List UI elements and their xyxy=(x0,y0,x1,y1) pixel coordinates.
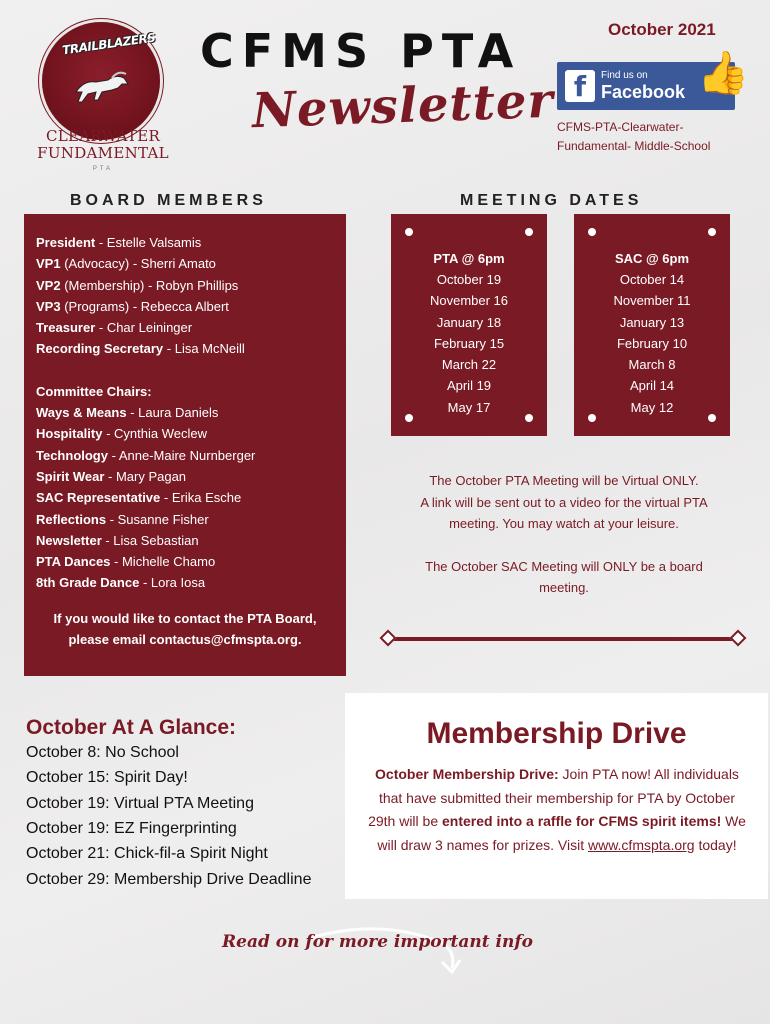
glance-item: October 15: Spirit Day! xyxy=(26,769,188,787)
committee-role: Newsletter xyxy=(36,532,102,548)
sac-date: February 10 xyxy=(616,335,688,351)
pta-date-list xyxy=(391,269,547,418)
sac-date: May 12 xyxy=(630,399,674,415)
committee-role: Spirit Wear xyxy=(36,468,105,484)
officer-role: VP1 xyxy=(36,256,61,272)
committee-name: - Susanne Fisher xyxy=(106,511,209,527)
meeting-note-line: The October PTA Meeting will be Virtual ONLY. xyxy=(429,473,699,488)
officer-row xyxy=(36,253,334,274)
committee-name: - Lisa Sebastian xyxy=(101,532,199,548)
meeting-note-line: A link will be sent out to a video for the virtual PTA xyxy=(420,494,708,510)
pta-meeting-heading: PTA @ 6pm xyxy=(433,251,505,266)
glance-item: October 21: Chick-fil-a Spirit Night xyxy=(26,845,268,863)
officer-name: - Lisa McNeill xyxy=(163,341,245,357)
officer-role: VP3 xyxy=(36,298,61,314)
membership-text2: We will draw 3 names for prizes. Visit xyxy=(377,813,746,853)
school-name-line1: CLEARWATER xyxy=(45,127,161,145)
officer-name: - Robyn Phillips xyxy=(144,277,239,293)
committee-role: Reflections xyxy=(36,511,107,527)
school-name-line2: FUNDAMENTAL xyxy=(37,144,169,162)
committee-role: Ways & Means xyxy=(36,405,127,421)
membership-text3: today! xyxy=(694,836,737,853)
officer-row xyxy=(36,317,334,338)
sac-meeting-card xyxy=(574,214,730,436)
contact-note xyxy=(36,608,334,650)
committee-role: Hospitality xyxy=(36,426,103,442)
officer-role: President xyxy=(36,235,96,250)
glance-item: October 19: Virtual PTA Meeting xyxy=(26,794,254,812)
card-dot xyxy=(525,228,533,236)
glance-item: October 19: EZ Fingerprinting xyxy=(26,819,237,837)
membership-link[interactable]: www.cfmspta.org xyxy=(587,836,695,853)
committee-name: - Lora Iosa xyxy=(139,575,206,591)
officer-row xyxy=(36,275,334,296)
pta-date: November 16 xyxy=(429,293,509,309)
officer-role-detail: (Advocacy) xyxy=(60,256,130,272)
read-on-text: Read on for more important info xyxy=(222,932,534,952)
membership-panel xyxy=(345,693,768,899)
officer-row xyxy=(36,338,334,359)
officer-name: - Estelle Valsamis xyxy=(95,235,202,250)
committee-name: - Erika Esche xyxy=(160,490,242,506)
officer-role-detail: (Membership) xyxy=(60,277,145,293)
committee-row xyxy=(36,402,334,423)
committee-row xyxy=(36,509,334,530)
divider-diamond xyxy=(380,630,397,647)
sac-meeting-heading: SAC @ 6pm xyxy=(614,251,690,266)
committee-role: 8th Grade Dance xyxy=(36,575,140,591)
pta-date: April 19 xyxy=(446,378,492,394)
pta-date: February 15 xyxy=(433,335,505,351)
section-divider xyxy=(388,637,738,641)
card-dot xyxy=(405,414,413,422)
committee-name: - Anne-Maire Nurnberger xyxy=(107,447,256,463)
pta-date: October 19 xyxy=(436,272,502,287)
facebook-url-line2: Fundamental- Middle-School xyxy=(557,139,711,153)
officer-role: Recording Secretary xyxy=(36,341,164,357)
facebook-url-line1: CFMS-PTA-Clearwater- xyxy=(557,120,684,134)
meeting-notes xyxy=(388,470,740,599)
board-heading: BOARD MEMBERS xyxy=(70,192,267,209)
board-panel xyxy=(24,214,346,676)
sac-date: April 14 xyxy=(629,378,675,394)
mustang-icon xyxy=(72,70,132,106)
card-dot xyxy=(525,414,533,422)
pta-date: May 17 xyxy=(447,399,491,415)
officer-name: - Sherri Amato xyxy=(129,256,216,272)
facebook-find-text: Find us on xyxy=(601,70,648,81)
facebook-url[interactable] xyxy=(557,118,747,156)
contact-line2[interactable]: please email contactus@cfmspta.org. xyxy=(68,631,302,647)
officer-role: Treasurer xyxy=(36,320,96,336)
committee-row xyxy=(36,572,334,593)
committee-row xyxy=(36,487,334,508)
membership-body xyxy=(367,763,747,857)
sac-date: March 8 xyxy=(628,357,676,373)
page-title: CFMS PTA xyxy=(200,24,522,78)
committee-row xyxy=(36,530,334,551)
divider-diamond xyxy=(730,630,747,647)
card-dot xyxy=(588,228,596,236)
glance-item: October 29: Membership Drive Deadline xyxy=(26,870,312,888)
committee-role: Technology xyxy=(36,447,108,463)
sac-date: November 11 xyxy=(613,293,691,309)
officer-name: - Rebecca Albert xyxy=(129,298,229,314)
committee-role: SAC Representative xyxy=(36,490,161,506)
card-dot xyxy=(405,228,413,236)
committee-row xyxy=(36,423,334,444)
membership-emphasis: entered into a raffle for CFMS spirit items! xyxy=(442,813,722,829)
contact-line1: If you would like to contact the PTA Board, xyxy=(53,610,317,626)
committee-name: - Cynthia Weclew xyxy=(102,426,207,442)
pta-date: January 18 xyxy=(436,314,502,330)
card-dot xyxy=(708,414,716,422)
page-subtitle: Newsletter xyxy=(251,72,555,140)
officer-list xyxy=(36,232,334,360)
committee-name: - Michelle Chamo xyxy=(110,554,216,570)
sac-date-list xyxy=(574,269,730,418)
school-logo xyxy=(42,22,160,140)
facebook-icon: f xyxy=(565,70,595,102)
officer-role-detail: (Programs) xyxy=(60,298,130,314)
officer-name: - Char Leininger xyxy=(95,320,193,336)
card-dot xyxy=(708,228,716,236)
issue-date: October 2021 xyxy=(608,20,716,39)
meeting-note-line: meeting. xyxy=(539,580,589,595)
facebook-brand-text: Facebook xyxy=(601,82,686,102)
membership-title: Membership Drive xyxy=(426,717,687,750)
committee-heading: Committee Chairs: xyxy=(36,383,152,399)
committee-row xyxy=(36,445,334,466)
membership-lead: October Membership Drive: xyxy=(375,766,559,782)
school-name xyxy=(28,128,178,162)
sac-date: January 13 xyxy=(619,314,685,330)
meeting-note-line: meeting. You may watch at your leisure. xyxy=(449,516,679,531)
meetings-heading: MEETING DATES xyxy=(460,192,643,209)
sac-date: October 14 xyxy=(619,272,685,287)
pta-date: March 22 xyxy=(441,357,497,373)
school-sub: PTA xyxy=(92,166,114,172)
committee-name: - Mary Pagan xyxy=(104,468,187,484)
committee-role: PTA Dances xyxy=(36,554,111,570)
committee-row xyxy=(36,466,334,487)
committee-name: - Laura Daniels xyxy=(126,405,219,421)
membership-text1: Join PTA now! All individuals that have submitted their membership for PTA by October 29th will be xyxy=(368,766,739,829)
glance-item: October 8: No School xyxy=(26,744,179,761)
thumbs-up-icon: 👍 xyxy=(697,49,750,96)
officer-row xyxy=(36,232,334,253)
committee-row xyxy=(36,551,334,572)
glance-title: October At A Glance: xyxy=(26,716,237,739)
card-dot xyxy=(588,414,596,422)
pta-meeting-card xyxy=(391,214,547,436)
committee-list xyxy=(36,402,334,594)
officer-row xyxy=(36,296,334,317)
facebook-badge[interactable] xyxy=(557,49,750,110)
meeting-note-line: The October SAC Meeting will ONLY be a board xyxy=(425,558,703,574)
officer-role: VP2 xyxy=(36,277,61,293)
logo-team-name: TRAILBLAZERS xyxy=(61,30,157,58)
